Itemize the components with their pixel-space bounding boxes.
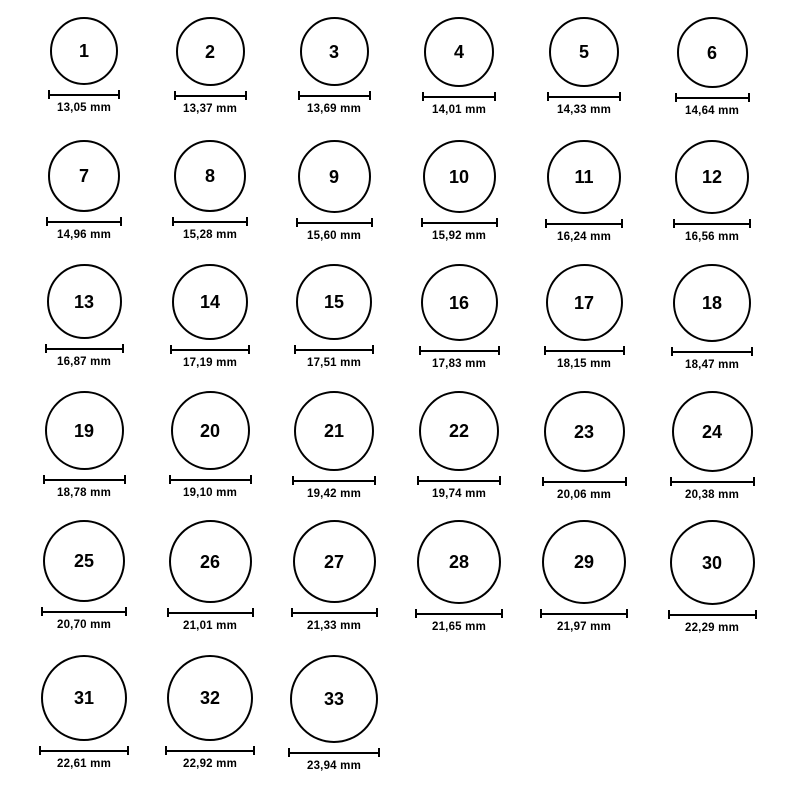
ring-size-cell <box>284 520 384 633</box>
diameter-label: 16,87 mm <box>56 356 112 368</box>
measure-line <box>41 611 127 613</box>
measure-tick-left <box>170 345 172 354</box>
ring-size-cell <box>409 17 509 117</box>
ring-size-number: 33 <box>323 689 345 709</box>
diameter-label: 18,47 mm <box>684 359 740 371</box>
ring-circle <box>41 655 127 741</box>
diameter-measure-bar <box>174 91 247 100</box>
measure-tick-right <box>499 476 501 485</box>
ring-size-number: 23 <box>573 421 595 442</box>
diameter-measure-bar <box>545 219 623 228</box>
diameter-measure-bar <box>415 609 503 618</box>
measure-tick-left <box>46 217 48 226</box>
ring-size-cell <box>34 655 134 771</box>
diameter-measure-bar <box>544 346 625 355</box>
ring-size-number: 22 <box>448 421 470 441</box>
measure-tick-right <box>250 475 252 484</box>
measure-tick-left <box>298 91 300 100</box>
measure-tick-left <box>422 92 424 101</box>
diameter-label: 13,05 mm <box>56 102 112 114</box>
diameter-label: 14,96 mm <box>56 229 112 241</box>
ring-size-cell <box>662 264 762 372</box>
ring-size-number: 1 <box>78 41 89 61</box>
ring-size-number: 27 <box>323 551 345 572</box>
ring-size-number: 26 <box>199 551 221 572</box>
measure-line <box>542 481 627 483</box>
diameter-measure-bar <box>169 475 252 484</box>
measure-line <box>670 481 755 483</box>
diameter-label: 21,01 mm <box>182 620 238 632</box>
ring-size-cell <box>284 391 384 501</box>
measure-tick-right <box>374 476 376 485</box>
measure-line <box>43 479 126 481</box>
measure-tick-left <box>545 219 547 228</box>
measure-tick-right <box>372 345 374 354</box>
ring-circle <box>167 655 253 741</box>
ring-circle <box>293 520 376 603</box>
measure-tick-right <box>749 219 751 228</box>
measure-tick-right <box>623 346 625 355</box>
measure-line <box>170 349 250 351</box>
measure-tick-left <box>671 347 673 356</box>
measure-tick-right <box>755 610 757 619</box>
measure-tick-right <box>496 218 498 227</box>
diameter-label: 19,42 mm <box>306 488 362 500</box>
ring-size-number: 3 <box>328 41 339 62</box>
measure-tick-left <box>296 218 298 227</box>
diameter-label: 14,01 mm <box>431 104 487 116</box>
diameter-label: 23,94 mm <box>306 760 362 772</box>
diameter-label: 16,24 mm <box>556 231 612 243</box>
diameter-measure-bar <box>170 345 250 354</box>
ring-circle <box>45 391 124 470</box>
measure-tick-left <box>542 477 544 486</box>
measure-tick-right <box>253 746 255 755</box>
ring-size-cell <box>160 520 260 633</box>
measure-tick-right <box>245 91 247 100</box>
measure-tick-left <box>43 475 45 484</box>
ring-circle <box>547 140 621 214</box>
ring-size-number: 20 <box>199 420 221 441</box>
measure-line <box>673 223 751 225</box>
measure-line <box>172 221 248 223</box>
measure-tick-right <box>120 217 122 226</box>
ring-circle <box>294 391 374 471</box>
ring-size-cell <box>662 391 762 502</box>
diameter-label: 13,37 mm <box>182 103 238 115</box>
ring-size-cell <box>160 655 260 771</box>
ring-size-cell <box>284 264 384 370</box>
measure-line <box>421 222 498 224</box>
ring-circle <box>417 520 501 604</box>
measure-tick-right <box>621 219 623 228</box>
ring-size-cell <box>534 17 634 117</box>
measure-line <box>675 97 750 99</box>
measure-tick-right <box>748 93 750 102</box>
diameter-measure-bar <box>41 607 127 616</box>
ring-size-number: 28 <box>448 552 470 572</box>
ring-size-number: 21 <box>323 421 345 441</box>
diameter-measure-bar <box>675 93 750 102</box>
diameter-label: 20,38 mm <box>684 489 740 501</box>
measure-tick-left <box>668 610 670 619</box>
diameter-measure-bar <box>419 346 500 355</box>
measure-line <box>547 96 621 98</box>
diameter-measure-bar <box>288 748 380 757</box>
diameter-measure-bar <box>671 347 753 356</box>
diameter-measure-bar <box>48 90 120 99</box>
measure-tick-right <box>501 609 503 618</box>
measure-tick-right <box>122 344 124 353</box>
ring-size-number: 11 <box>574 167 594 187</box>
ring-size-number: 7 <box>78 166 89 186</box>
measure-line <box>288 752 380 754</box>
measure-line <box>292 480 376 482</box>
diameter-label: 15,60 mm <box>306 230 362 242</box>
measure-tick-left <box>540 609 542 618</box>
ring-size-cell <box>284 140 384 243</box>
ring-size-number: 8 <box>204 166 215 186</box>
ring-circle <box>421 264 498 341</box>
measure-line <box>417 480 501 482</box>
measure-tick-left <box>48 90 50 99</box>
ring-circle <box>172 264 248 340</box>
ring-size-cell <box>662 140 762 244</box>
diameter-measure-bar <box>296 218 373 227</box>
ring-size-number: 4 <box>453 42 464 62</box>
measure-line <box>174 95 247 97</box>
measure-tick-right <box>494 92 496 101</box>
measure-tick-right <box>369 91 371 100</box>
measure-tick-left <box>288 748 290 757</box>
diameter-label: 18,15 mm <box>556 358 612 370</box>
measure-tick-left <box>292 476 294 485</box>
measure-line <box>298 95 371 97</box>
measure-tick-left <box>165 746 167 755</box>
diameter-measure-bar <box>39 746 129 755</box>
measure-tick-right <box>751 347 753 356</box>
ring-size-number: 9 <box>328 166 339 187</box>
diameter-measure-bar <box>540 609 628 618</box>
ring-size-number: 2 <box>204 41 215 62</box>
measure-tick-left <box>291 608 293 617</box>
measure-line <box>165 750 255 752</box>
measure-line <box>415 613 503 615</box>
ring-circle <box>670 520 755 605</box>
measure-tick-left <box>169 475 171 484</box>
ring-circle <box>549 17 619 87</box>
measure-tick-right <box>625 477 627 486</box>
ring-size-cell <box>160 17 260 116</box>
measure-tick-left <box>673 219 675 228</box>
measure-tick-right <box>619 92 621 101</box>
ring-circle <box>50 17 118 85</box>
ring-circle <box>675 140 749 214</box>
ring-size-cell <box>160 391 260 500</box>
ring-size-number: 29 <box>573 552 595 572</box>
measure-line <box>167 612 254 614</box>
ring-circle <box>171 391 250 470</box>
measure-tick-left <box>174 91 176 100</box>
diameter-measure-bar <box>673 219 751 228</box>
measure-line <box>540 613 628 615</box>
ring-size-number: 12 <box>701 167 723 187</box>
ring-size-number: 13 <box>73 291 95 312</box>
measure-line <box>291 612 378 614</box>
diameter-measure-bar <box>46 217 122 226</box>
measure-tick-left <box>415 609 417 618</box>
diameter-measure-bar <box>291 608 378 617</box>
diameter-label: 22,29 mm <box>684 622 740 634</box>
measure-tick-left <box>675 93 677 102</box>
ring-size-number: 18 <box>701 293 723 313</box>
ring-size-cell <box>409 264 509 371</box>
diameter-label: 15,92 mm <box>431 230 487 242</box>
ring-size-cell <box>534 520 634 634</box>
measure-tick-right <box>127 746 129 755</box>
ring-size-number: 14 <box>199 292 221 312</box>
ring-circle <box>174 140 246 212</box>
ring-size-number: 31 <box>73 688 95 708</box>
ring-size-cell <box>284 655 384 773</box>
diameter-measure-bar <box>298 91 371 100</box>
diameter-measure-bar <box>167 608 254 617</box>
ring-circle <box>544 391 625 472</box>
measure-tick-left <box>45 344 47 353</box>
diameter-measure-bar <box>542 477 627 486</box>
diameter-measure-bar <box>421 218 498 227</box>
measure-tick-right <box>371 218 373 227</box>
measure-tick-right <box>125 607 127 616</box>
measure-line <box>671 351 753 353</box>
ring-circle <box>43 520 125 602</box>
ring-size-cell <box>160 140 260 242</box>
ring-size-number: 5 <box>578 42 589 62</box>
ring-circle <box>419 391 499 471</box>
ring-circle <box>300 17 369 86</box>
measure-tick-left <box>417 476 419 485</box>
measure-tick-left <box>39 746 41 755</box>
ring-circle <box>296 264 372 340</box>
ring-size-cell <box>662 520 762 635</box>
measure-tick-right <box>118 90 120 99</box>
diameter-label: 22,61 mm <box>56 758 112 770</box>
diameter-measure-bar <box>294 345 374 354</box>
measure-tick-left <box>172 217 174 226</box>
measure-tick-left <box>41 607 43 616</box>
ring-size-number: 6 <box>706 42 717 63</box>
measure-tick-right <box>626 609 628 618</box>
ring-size-cell <box>34 520 134 632</box>
diameter-measure-bar <box>43 475 126 484</box>
diameter-label: 17,19 mm <box>182 357 238 369</box>
measure-line <box>46 221 122 223</box>
ring-circle <box>673 264 751 342</box>
ring-circle <box>542 520 626 604</box>
ring-circle <box>176 17 245 86</box>
diameter-label: 15,28 mm <box>182 229 238 241</box>
diameter-measure-bar <box>668 610 757 619</box>
measure-tick-left <box>294 345 296 354</box>
ring-circle <box>169 520 252 603</box>
ring-size-cell <box>534 264 634 371</box>
diameter-label: 13,69 mm <box>306 103 362 115</box>
diameter-measure-bar <box>547 92 621 101</box>
measure-line <box>422 96 496 98</box>
diameter-label: 21,97 mm <box>556 621 612 633</box>
ring-size-cell <box>160 264 260 370</box>
measure-line <box>419 350 500 352</box>
ring-size-cell <box>534 391 634 502</box>
measure-line <box>169 479 252 481</box>
measure-tick-left <box>419 346 421 355</box>
measure-line <box>45 348 124 350</box>
measure-tick-right <box>376 608 378 617</box>
ring-size-cell <box>34 264 134 369</box>
ring-circle <box>47 264 122 339</box>
measure-tick-right <box>753 477 755 486</box>
measure-tick-left <box>544 346 546 355</box>
ring-size-cell <box>34 140 134 242</box>
measure-tick-right <box>124 475 126 484</box>
diameter-measure-bar <box>165 746 255 755</box>
ring-size-cell <box>409 520 509 634</box>
ring-size-number: 17 <box>573 292 595 313</box>
diameter-label: 16,56 mm <box>684 231 740 243</box>
diameter-measure-bar <box>45 344 124 353</box>
measure-tick-left <box>167 608 169 617</box>
ring-circle <box>290 655 378 743</box>
ring-size-number: 30 <box>701 552 723 573</box>
diameter-measure-bar <box>422 92 496 101</box>
measure-tick-left <box>547 92 549 101</box>
measure-tick-left <box>670 477 672 486</box>
diameter-label: 19,74 mm <box>431 488 487 500</box>
ring-size-number: 10 <box>448 166 470 187</box>
diameter-measure-bar <box>292 476 376 485</box>
measure-tick-left <box>421 218 423 227</box>
measure-line <box>48 94 120 96</box>
measure-tick-right <box>246 217 248 226</box>
measure-tick-right <box>498 346 500 355</box>
ring-circle <box>672 391 753 472</box>
measure-line <box>296 222 373 224</box>
diameter-measure-bar <box>670 477 755 486</box>
diameter-label: 21,33 mm <box>306 620 362 632</box>
ring-size-number: 24 <box>701 421 723 442</box>
measure-tick-right <box>378 748 380 757</box>
measure-line <box>668 614 757 616</box>
diameter-label: 17,83 mm <box>431 358 487 370</box>
ring-size-cell <box>662 17 762 118</box>
diameter-measure-bar <box>172 217 248 226</box>
measure-tick-right <box>252 608 254 617</box>
measure-line <box>39 750 129 752</box>
diameter-label: 21,65 mm <box>431 621 487 633</box>
ring-circle <box>423 140 496 213</box>
ring-circle <box>424 17 494 87</box>
measure-line <box>545 223 623 225</box>
measure-tick-right <box>248 345 250 354</box>
diameter-label: 20,70 mm <box>56 619 112 631</box>
ring-size-number: 15 <box>323 292 345 312</box>
ring-circle <box>298 140 371 213</box>
ring-size-cell <box>284 17 384 116</box>
diameter-label: 22,92 mm <box>182 758 238 770</box>
diameter-label: 20,06 mm <box>556 489 612 501</box>
ring-size-cell <box>409 140 509 243</box>
ring-size-cell <box>534 140 634 244</box>
ring-circle <box>677 17 748 88</box>
measure-line <box>294 349 374 351</box>
diameter-label: 14,33 mm <box>556 104 612 116</box>
ring-size-number: 19 <box>73 420 95 441</box>
diameter-label: 18,78 mm <box>56 487 112 499</box>
measure-line <box>544 350 625 352</box>
diameter-label: 19,10 mm <box>182 487 238 499</box>
ring-size-number: 32 <box>199 688 221 708</box>
ring-size-number: 16 <box>448 292 470 313</box>
ring-circle <box>546 264 623 341</box>
ring-size-number: 25 <box>73 551 95 571</box>
ring-circle <box>48 140 120 212</box>
ring-size-cell <box>34 391 134 500</box>
ring-size-cell <box>409 391 509 501</box>
diameter-label: 14,64 mm <box>684 105 740 117</box>
diameter-label: 17,51 mm <box>306 357 362 369</box>
ring-size-cell <box>34 17 134 115</box>
diameter-measure-bar <box>417 476 501 485</box>
